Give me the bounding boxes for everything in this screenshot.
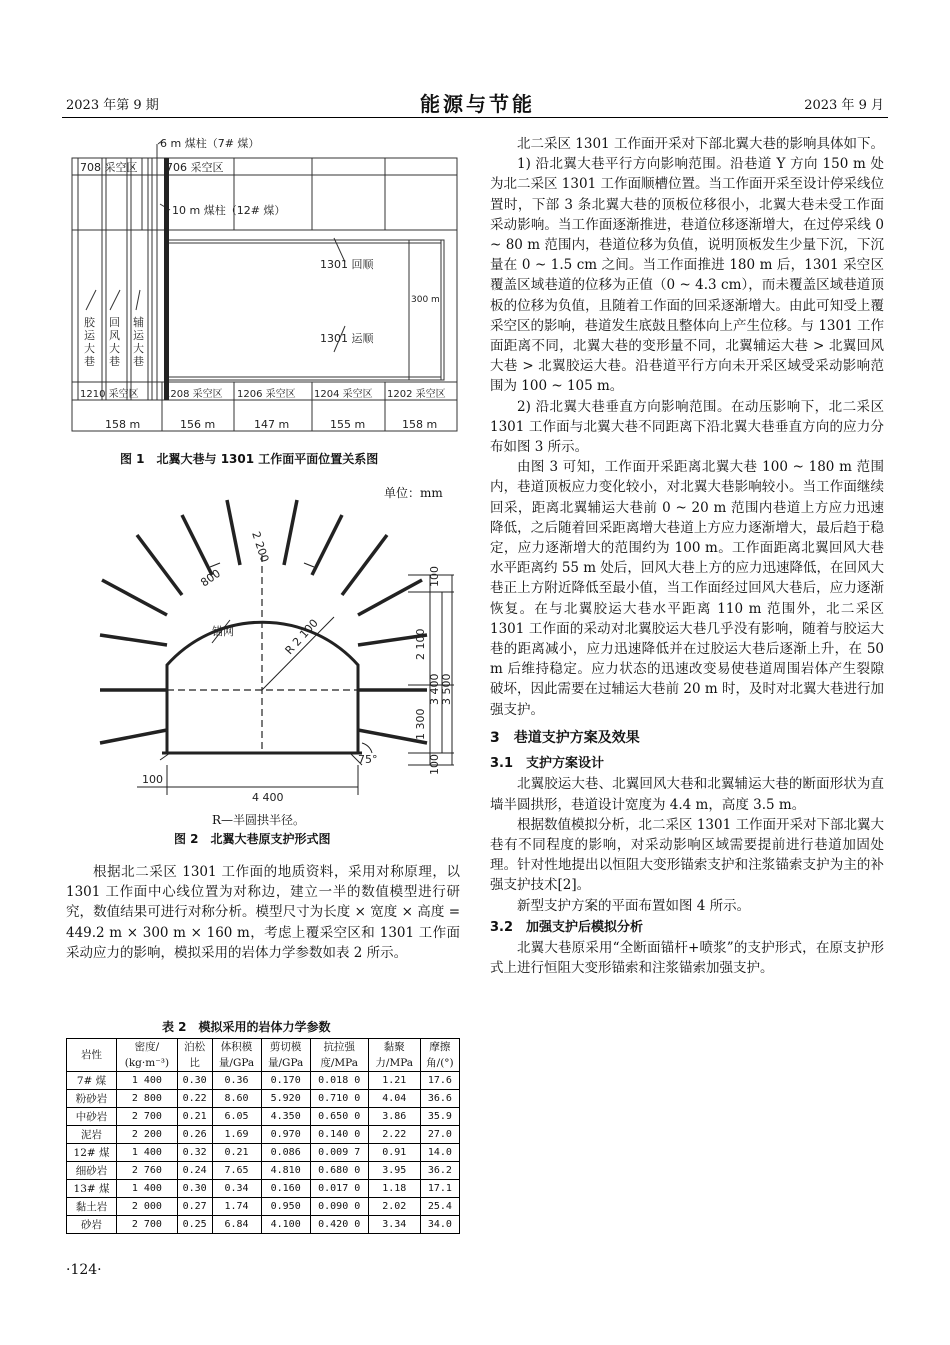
table-cell: 0.24	[177, 1162, 212, 1180]
table-header-cell: 密度/ (kg·m⁻³)	[117, 1039, 178, 1072]
table-row	[67, 1090, 460, 1108]
table-cell: 4.350	[261, 1108, 310, 1126]
table-cell-lithology: 中砂岩	[67, 1108, 117, 1126]
table-cell: 2 800	[117, 1090, 178, 1108]
right-paragraph-5: 北翼胶运大巷、北翼回风大巷和北翼辅运大巷的断面形状为直墙半圆拱形，巷道设计宽度为 4.4 m，高度 3.5 m。	[490, 776, 884, 813]
fig2-label-4400: 4 400	[252, 791, 284, 804]
table-header-cell: 剪切模 量/GPa	[261, 1039, 310, 1072]
table-cell: 0.160	[261, 1180, 310, 1198]
table-cell: 0.22	[177, 1090, 212, 1108]
table-cell: 6.84	[212, 1216, 261, 1234]
fig1-label-huifeng-v: 回风大巷	[109, 316, 120, 368]
table-cell: 3.95	[368, 1162, 420, 1180]
fig1-dim-1: 158 m	[105, 418, 141, 431]
fig1-label-goaf708: 708 采空区	[80, 161, 138, 174]
page-number: ·124·	[66, 1262, 102, 1278]
left-body-text	[66, 862, 460, 963]
table-cell: 0.32	[177, 1144, 212, 1162]
table-cell: 25.4	[420, 1198, 459, 1216]
table-cell-lithology: 13# 煤	[67, 1180, 117, 1198]
table-cell-lithology: 7# 煤	[67, 1072, 117, 1090]
table-cell: 1 400	[117, 1180, 178, 1198]
table-cell: 0.21	[212, 1144, 261, 1162]
fig1-dim-5: 158 m	[402, 418, 438, 431]
table2-caption: 表 2 模拟采用的岩体力学参数	[162, 1020, 331, 1034]
header-rule	[62, 117, 888, 118]
fig1-dim-4: 155 m	[330, 418, 366, 431]
fig2-label-net: 锚网	[212, 625, 234, 638]
table-cell: 0.950	[261, 1198, 310, 1216]
table-cell: 0.090 0	[310, 1198, 368, 1216]
table-cell: 2 200	[117, 1126, 178, 1144]
table-row	[67, 1144, 460, 1162]
right-paragraph-2: 1) 沿北翼大巷平行方向影响范围。沿巷道 Y 方向 150 m 处为北二采区 1301 工作面顺槽位置。当工作面开采至设计停采线位置时，下部 3 条北翼大巷的顶板位移很小，北翼大巷未受工作面采动影响。当工作面逐渐推进，巷道位移逐渐增大，在过停采线 0 ~ 80 m 范围内，巷道位移为负值，说明顶板发生少量下沉，下沉量在 0 ~ 1.5 cm 之间。当工作面推进 180 m 后，1301 采空区覆盖区域巷道的位移为正值（0 ~ 4.3 cm），而未覆盖区域巷道顶板的位移为负值，且随着工作面的回采逐渐增大。由此可知受上覆采空区的影响，巷道发生底鼓且整体向上产生位移。与 1301 工作面距离不同，北翼大巷的变形量不同，北翼辅运大巷 > 北翼回风大巷 > 北翼胶运大巷。沿巷道平行方向未开采区域受采动影响范围为 100 ~ 105 m。	[490, 156, 884, 395]
table-cell: 0.140 0	[310, 1126, 368, 1144]
figure2-note: R—半圆拱半径。	[212, 813, 306, 827]
table-header-cell: 黏聚 力/MPa	[368, 1039, 420, 1072]
fig1-label-huishun: 1301 回顺	[320, 258, 374, 271]
table-cell: 2.02	[368, 1198, 420, 1216]
table2-body	[67, 1072, 460, 1234]
left-paragraph-1: 根据北二采区 1301 工作面的地质资料，采用对称原理，以 1301 工作面中心线位置为对称边，建立一半的数值模型进行研究，数值结果可进行对称分析。模型尺寸为长度 × 宽度 × 高度 = 449.2 m × 300 m × 160 m，考虑上覆采空区和 1301 工作面采动应力的影响，模拟采用的岩体力学参数如表 2 所示。	[66, 864, 460, 961]
table-cell: 35.9	[420, 1108, 459, 1126]
table-cell: 1.21	[368, 1072, 420, 1090]
table-cell: 8.60	[212, 1090, 261, 1108]
table-cell: 0.21	[177, 1108, 212, 1126]
fig2-label-3500: 3 500	[440, 673, 453, 705]
table-cell: 27.0	[420, 1126, 459, 1144]
table-cell: 1 400	[117, 1144, 178, 1162]
table-cell: 17.6	[420, 1072, 459, 1090]
table-cell: 0.30	[177, 1072, 212, 1090]
table-cell: 0.26	[177, 1126, 212, 1144]
table-cell: 4.810	[261, 1162, 310, 1180]
fig1-label-g1210: 1210 采空区	[80, 389, 139, 400]
table-cell: 2 760	[117, 1162, 178, 1180]
table-cell: 2 700	[117, 1216, 178, 1234]
fig1-label-g1206: 1206 采空区	[237, 389, 296, 400]
figure2-caption: 图 2 北翼大巷原支护形式图	[174, 832, 331, 846]
table-cell-lithology: 粉砂岩	[67, 1090, 117, 1108]
table-row	[67, 1198, 460, 1216]
fig1-dim-2: 156 m	[180, 418, 216, 431]
fig2-label-r: R 2 100	[282, 616, 321, 658]
table-row	[67, 1216, 460, 1234]
fig1-label-coal6: 6 m 煤柱（7# 煤）	[160, 137, 260, 150]
fig1-label-jiaoyun-v: 胶运大巷	[84, 316, 95, 368]
section-3-1-heading: 3.1 支护方案设计	[490, 756, 605, 772]
fig1-label-g1204: 1204 采空区	[314, 389, 373, 400]
table-cell: 0.009 7	[310, 1144, 368, 1162]
table-row	[67, 1126, 460, 1144]
table-row	[67, 1162, 460, 1180]
fig1-label-g1202: 1202 采空区	[387, 389, 446, 400]
table-cell: 0.970	[261, 1126, 310, 1144]
table-cell: 0.420 0	[310, 1216, 368, 1234]
fig2-label-1300: 1 300	[414, 708, 427, 740]
right-paragraph-3: 2) 沿北翼大巷垂直方向影响范围。在动压影响下，北二采区 1301 工作面与北翼大巷不同距离下沿北翼大巷垂直方向的应力分布如图 3 所示。	[490, 398, 884, 456]
fig1-dim-3: 147 m	[254, 418, 290, 431]
table-cell: 5.920	[261, 1090, 310, 1108]
header-issue: 2023 年第 9 期	[66, 98, 159, 113]
fig2-label-100b: 100	[428, 754, 441, 775]
table-cell: 1.74	[212, 1198, 261, 1216]
fig2-label-100a: 100	[428, 566, 441, 587]
table-cell: 17.1	[420, 1180, 459, 1198]
table-header-cell: 泊松 比	[177, 1039, 212, 1072]
table-cell: 34.0	[420, 1216, 459, 1234]
table-cell: 0.30	[177, 1180, 212, 1198]
table-cell-lithology: 12# 煤	[67, 1144, 117, 1162]
table-header-row	[67, 1039, 460, 1072]
figure2-unit: 单位：mm	[384, 486, 443, 500]
table-header-cell: 体积模 量/GPa	[212, 1039, 261, 1072]
table-cell: 3.34	[368, 1216, 420, 1234]
table-cell-lithology: 泥岩	[67, 1126, 117, 1144]
table2	[66, 1038, 460, 1234]
fig1-label-300m: 300 m	[411, 295, 440, 305]
table-cell: 2 700	[117, 1108, 178, 1126]
table-cell: 1.69	[212, 1126, 261, 1144]
header-date: 2023 年 9 月	[804, 98, 884, 113]
table-row	[67, 1072, 460, 1090]
table-cell-lithology: 砂岩	[67, 1216, 117, 1234]
table-cell: 0.25	[177, 1216, 212, 1234]
table-cell: 0.086	[261, 1144, 310, 1162]
table-header-cell: 摩擦 角/(°)	[420, 1039, 459, 1072]
fig2-label-3400: 3 400	[428, 673, 441, 705]
table-cell: 1 400	[117, 1072, 178, 1090]
right-paragraph-1: 北二采区 1301 工作面开采对下部北翼大巷的影响具体如下。	[517, 136, 884, 152]
right-paragraph-7: 新型支护方案的平面布置如图 4 所示。	[517, 897, 751, 914]
table-header-cell: 抗拉强 度/MPa	[310, 1039, 368, 1072]
table-cell: 14.0	[420, 1144, 459, 1162]
table-cell: 4.100	[261, 1216, 310, 1234]
table-cell: 7.65	[212, 1162, 261, 1180]
table-cell: 0.680 0	[310, 1162, 368, 1180]
table-cell: 2.22	[368, 1126, 420, 1144]
section-3-heading: 3 巷道支护方案及效果	[490, 729, 640, 746]
table-cell-lithology: 黏土岩	[67, 1198, 117, 1216]
fig2-label-angle: 75°	[358, 753, 378, 766]
table-cell: 0.650 0	[310, 1108, 368, 1126]
fig1-label-fuyun-v: 辅运大巷	[133, 316, 144, 368]
fig1-label-g1208: 1208 采空区	[164, 389, 223, 400]
table-row	[67, 1108, 460, 1126]
fig2-label-800: 800	[198, 566, 223, 590]
fig1-label-yunshun: 1301 运顺	[320, 332, 374, 345]
table-cell: 0.36	[212, 1072, 261, 1090]
table-cell: 2 000	[117, 1198, 178, 1216]
table-cell-lithology: 细砂岩	[67, 1162, 117, 1180]
right-paragraph-4: 由图 3 可知，工作面开采距离北翼大巷 100 ~ 180 m 范围内，巷道顶板应力变化较小，对北翼大巷影响较小。当工作面继续回采，距离北翼辅运大巷前 0 ~ 20 m 范围内巷道上方应力迅速降低，之后随着回采距离增大巷道上方应力逐渐增大，最后趋于稳定，应力逐渐增大的范围约为 100 m。工作面距离北翼回风大巷水平距离约 55 m 处后，回风大巷上方的应力迅速降低，在回风大巷正上方附近降低至最小值，当工作面经过回风大巷后，应力逐渐恢复。在与北翼胶运大巷水平距离 110 m 范围外，北二采区 1301 工作面的采动对北翼胶运大巷几乎没有影响，随着与胶运大巷的距离减小，应力迅速降低并在过胶运大巷后逐渐上升，在 50 m 后维持稳定。应力状态的迅速改变易使巷道周围岩体产生裂隙破坏，因此需要在过辅运大巷前 20 m 时，及时对北翼大巷进行加强支护。	[490, 459, 884, 718]
table-cell: 0.018 0	[310, 1072, 368, 1090]
right-paragraph-8: 北翼大巷原采用“全断面锚杆+喷浆”的支护形式，在原支护形式上进行恒阻大变形锚索和注浆锚索加强支护。	[490, 939, 884, 977]
section-3-2-heading: 3.2 加强支护后模拟分析	[490, 919, 644, 935]
table-cell: 0.710 0	[310, 1090, 368, 1108]
figure2-diagram	[62, 495, 464, 815]
table-cell: 36.2	[420, 1162, 459, 1180]
table-cell: 4.04	[368, 1090, 420, 1108]
figure1-diagram	[62, 130, 464, 442]
table-cell: 36.6	[420, 1090, 459, 1108]
table-cell: 0.170	[261, 1072, 310, 1090]
journal-masthead: 能源与节能	[420, 92, 535, 116]
table-cell: 0.27	[177, 1198, 212, 1216]
fig2-label-2200: 2 200	[249, 529, 272, 564]
table-cell: 6.05	[212, 1108, 261, 1126]
table-cell: 1.18	[368, 1180, 420, 1198]
table-cell: 0.017 0	[310, 1180, 368, 1198]
right-paragraph-6: 根据数值模拟分析，北二采区 1301 工作面开采对下部北翼大巷有不同程度的影响，对采动影响区域需要提前进行巷道加固处理。针对性地提出以恒阻大变形锚索支护和注浆锚索支护为主的补强支护技术[2]。	[490, 816, 884, 894]
right-body-text	[490, 134, 884, 978]
table-cell: 0.34	[212, 1180, 261, 1198]
fig2-label-100c: 100	[142, 773, 163, 786]
table-cell: 3.86	[368, 1108, 420, 1126]
fig1-label-coal10: 10 m 煤柱（12# 煤）	[172, 204, 286, 217]
table-row	[67, 1180, 460, 1198]
figure1-caption: 图 1 北翼大巷与 1301 工作面平面位置关系图	[120, 452, 379, 466]
table-header-cell: 岩性	[67, 1039, 117, 1072]
table-cell: 0.91	[368, 1144, 420, 1162]
fig1-label-goaf706: 706 采空区	[166, 161, 224, 174]
fig2-label-2100: 2 100	[414, 628, 427, 660]
